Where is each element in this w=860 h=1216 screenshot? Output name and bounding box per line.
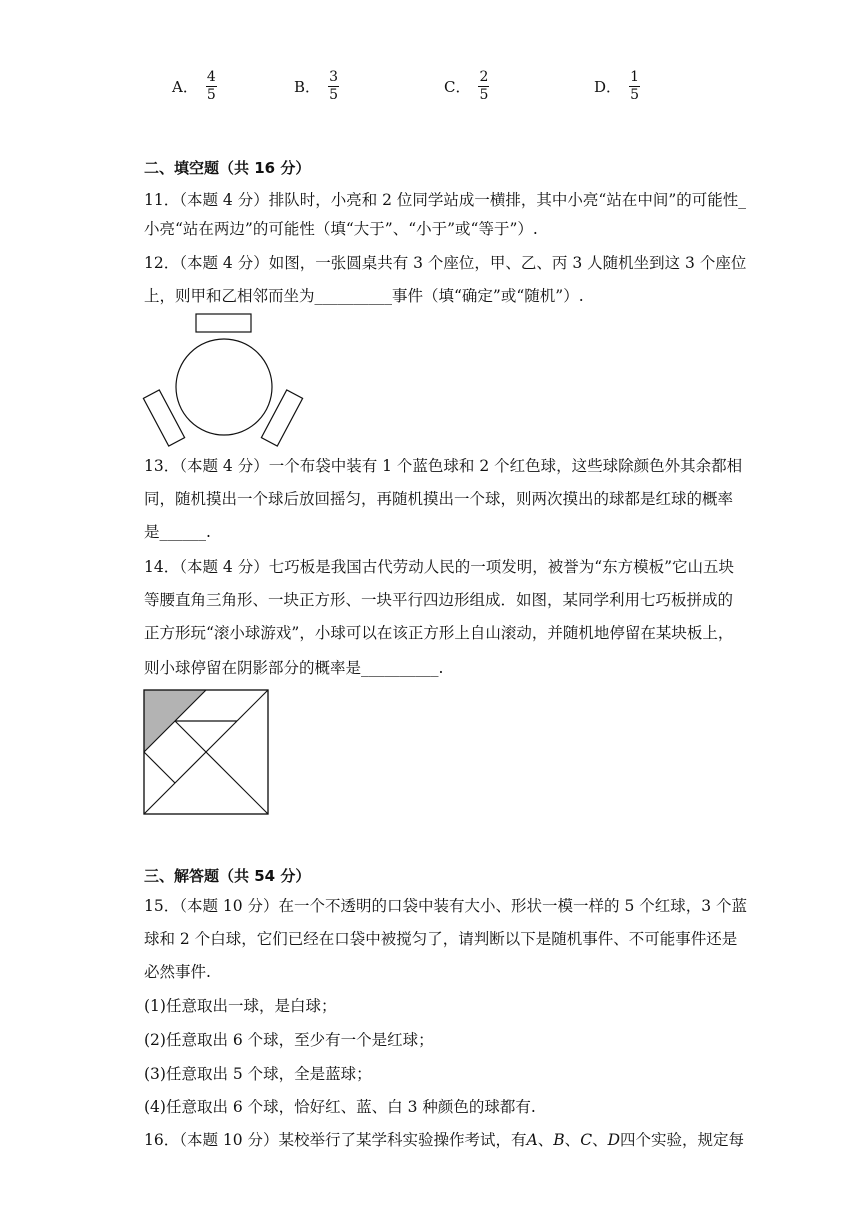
q15-item-2: (2)任意取出 6 个球，至少有一个是红球； [144, 1031, 434, 1049]
q14-line-2: 等腰直角三角形、一块正方形、一块平行四边形组成．如图，某同学利用七巧板拼成的 [144, 591, 734, 609]
tangram-figure [144, 690, 268, 814]
q13-line-2: 同，随机摸出一个球后放回摇匀，再随机摸出一个球，则两次摸出的球都是红球的概率 [144, 490, 734, 508]
q14-line-4: 则小球停留在阴影部分的概率是__________. [144, 659, 444, 677]
fraction: $\frac{4}{5}$ [206, 69, 216, 103]
q15-line-1: 15．（本题 10 分）在一个不透明的口袋中装有大小、形状一模一样的 5 个红球，3 个蓝 [144, 897, 748, 915]
q15-item-3: (3)任意取出 5 个球，全是蓝球； [144, 1065, 372, 1083]
seat-top [196, 314, 251, 332]
option-c: C． $\frac{2}{5}$ [444, 69, 489, 103]
fraction: $\frac{1}{5}$ [630, 69, 639, 103]
q15-line-2: 球和 2 个白球，它们已经在口袋中被搅匀了，请判断以下是随机事件、不可能事件还是 [144, 930, 738, 948]
table-circle [176, 339, 272, 435]
q15-line-3: 必然事件. [144, 963, 211, 981]
q12-line-1: 12．（本题 4 分）如图，一张圆桌共有 3 个座位，甲、乙、丙 3 人随机坐到这 3 个座位 [144, 254, 747, 272]
section-heading-answers: 三、解答题（共 54 分） [144, 867, 311, 885]
seat-right [261, 390, 302, 446]
option-d: D． $\frac{1}{5}$ [594, 69, 639, 103]
q14-line-3: 正方形玩“滚小球游戏”，小球可以在该正方形上自山滚动，并随机地停留在某块板上， [144, 624, 734, 642]
round-table-figure [140, 310, 310, 450]
option-a: A． $\frac{4}{5}$ [172, 69, 216, 103]
fraction: $\frac{2}{5}$ [479, 69, 489, 103]
q14-line-1: 14．（本题 4 分）七巧板是我国古代劳动人民的一项发明，被誉为“东方模板”它山五块 [144, 558, 735, 576]
q15-item-1: (1)任意取出一球，是白球； [144, 997, 337, 1015]
q15-item-4: (4)任意取出 6 个球，恰好红、蓝、白 3 种颜色的球都有. [144, 1098, 536, 1116]
option-b: B． $\frac{3}{5}$ [294, 69, 338, 103]
q13-line-1: 13．（本题 4 分）一个布袋中装有 1 个蓝色球和 2 个红色球，这些球除颜色外其余都相 [144, 457, 743, 475]
section-heading-fill-in: 二、填空题（共 16 分） [144, 159, 311, 177]
seat-left [143, 390, 184, 446]
q16-line-1: 16．（本题 10 分）某校举行了某学科实验操作考试，有A、B、C、D四个实验，规定每 [144, 1131, 745, 1149]
q13-line-3: 是______. [144, 523, 211, 541]
q11-line-2: 小亮“站在两边”的可能性（填“大于”、“小于”或“等于”）. [144, 220, 538, 238]
q11-line-1: 11．（本题 4 分）排队时，小亮和 2 位同学站成一横排，其中小亮“站在中间”的可能性_ [144, 191, 747, 209]
fraction: $\frac{3}{5}$ [329, 69, 338, 103]
q12-line-2: 上，则甲和乙相邻而坐为__________事件（填“确定”或“随机”）. [144, 287, 584, 305]
